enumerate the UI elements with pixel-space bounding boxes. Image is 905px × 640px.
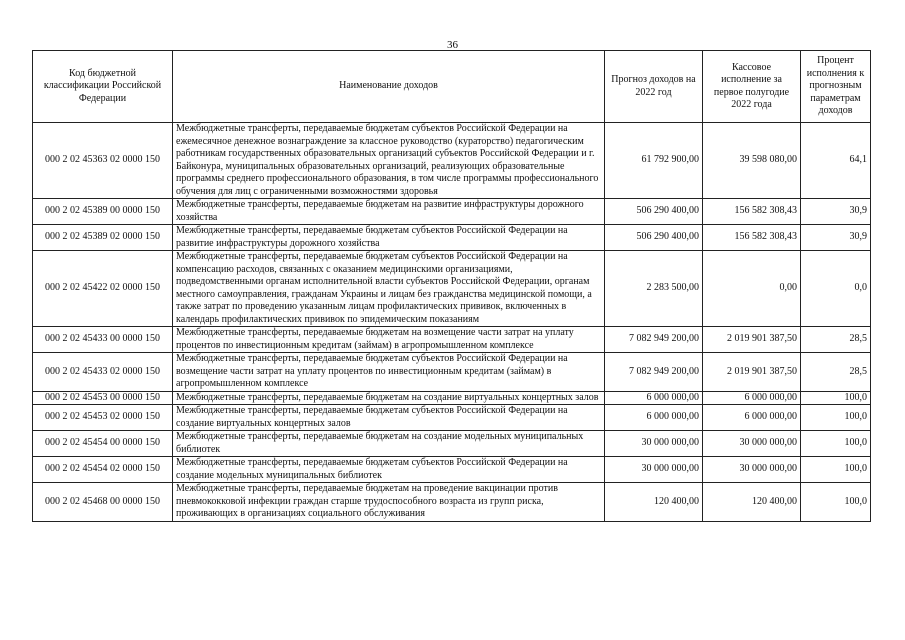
forecast-cell: 506 290 400,00 xyxy=(605,225,703,251)
table-row xyxy=(33,327,871,353)
header-percent: Процент исполнения к прогнозным параметрам доходов xyxy=(801,51,871,123)
table-row xyxy=(33,483,871,522)
table-row xyxy=(33,251,871,327)
cash-cell: 6 000 000,00 xyxy=(703,391,801,405)
name-cell: Межбюджетные трансферты, передаваемые бюджетам субъектов Российской Федерации на создание модельных муниципальных библиотек xyxy=(173,457,605,483)
header-name: Наименование доходов xyxy=(173,51,605,123)
name-cell: Межбюджетные трансферты, передаваемые бюджетам субъектов Российской Федерации на возмещение части затрат на уплату процентов по инвестиционным кредитам (займам) в агропромышленном комплексе xyxy=(173,353,605,392)
header-code: Код бюджетной классификации Российской Федерации xyxy=(33,51,173,123)
table-row xyxy=(33,225,871,251)
percent-cell: 100,0 xyxy=(801,391,871,405)
forecast-cell: 30 000 000,00 xyxy=(605,431,703,457)
table-row xyxy=(33,431,871,457)
name-cell: Межбюджетные трансферты, передаваемые бюджетам субъектов Российской Федерации на развитие инфраструктуры дорожного хозяйства xyxy=(173,225,605,251)
percent-cell: 100,0 xyxy=(801,483,871,522)
code-cell: 000 2 02 45453 02 0000 150 xyxy=(33,405,173,431)
cash-cell: 2 019 901 387,50 xyxy=(703,327,801,353)
name-cell: Межбюджетные трансферты, передаваемые бюджетам на проведение вакцинации против пневмококковой инфекции граждан старше трудоспособного возраста из групп риска, проживающих в организациях социального обслуживания xyxy=(173,483,605,522)
code-cell: 000 2 02 45422 02 0000 150 xyxy=(33,251,173,327)
table-row xyxy=(33,457,871,483)
code-cell: 000 2 02 45389 02 0000 150 xyxy=(33,225,173,251)
code-cell: 000 2 02 45454 00 0000 150 xyxy=(33,431,173,457)
forecast-cell: 7 082 949 200,00 xyxy=(605,327,703,353)
percent-cell: 0,0 xyxy=(801,251,871,327)
forecast-cell: 6 000 000,00 xyxy=(605,391,703,405)
name-cell: Межбюджетные трансферты, передаваемые бюджетам на создание модельных муниципальных библиотек xyxy=(173,431,605,457)
cash-cell: 6 000 000,00 xyxy=(703,405,801,431)
percent-cell: 100,0 xyxy=(801,457,871,483)
code-cell: 000 2 02 45453 00 0000 150 xyxy=(33,391,173,405)
table-row xyxy=(33,123,871,199)
page-number: 36 xyxy=(447,39,458,51)
code-cell: 000 2 02 45454 02 0000 150 xyxy=(33,457,173,483)
table-header-row xyxy=(33,51,871,123)
name-cell: Межбюджетные трансферты, передаваемые бюджетам субъектов Российской Федерации на ежемесячное денежное вознаграждение за классное руководство (кураторство) педагогическим работникам государственных образовательных организаций субъектов Российской Федерации и г. Байконура, муниципальных образовательных организаций, реализующих образовательные программы среднего профессионального образования, в том числе программы профессионального обучения для лиц с ограниченными возможностями здоровья xyxy=(173,123,605,199)
percent-cell: 64,1 xyxy=(801,123,871,199)
table-row xyxy=(33,353,871,392)
cash-cell: 156 582 308,43 xyxy=(703,225,801,251)
table-row xyxy=(33,405,871,431)
table-body xyxy=(33,123,871,522)
code-cell: 000 2 02 45363 02 0000 150 xyxy=(33,123,173,199)
table-row xyxy=(33,391,871,405)
percent-cell: 28,5 xyxy=(801,327,871,353)
header-forecast: Прогноз доходов на 2022 год xyxy=(605,51,703,123)
forecast-cell: 2 283 500,00 xyxy=(605,251,703,327)
percent-cell: 100,0 xyxy=(801,431,871,457)
cash-cell: 30 000 000,00 xyxy=(703,457,801,483)
cash-cell: 2 019 901 387,50 xyxy=(703,353,801,392)
percent-cell: 28,5 xyxy=(801,353,871,392)
forecast-cell: 120 400,00 xyxy=(605,483,703,522)
name-cell: Межбюджетные трансферты, передаваемые бюджетам субъектов Российской Федерации на компенсацию расходов, связанных с оказанием медицинскими организациями, подведомственными органам исполнительной власти субъектов Российской Федерации, органам местного самоуправления, гражданам Украины и лицам без гражданства медицинской помощи, а также затрат по проведению указанным лицам профилактических прививок, включенных в календарь профилактических прививок по эпидемическим показаниям xyxy=(173,251,605,327)
header-cash: Кассовое исполнение за первое полугодие 2022 года xyxy=(703,51,801,123)
forecast-cell: 7 082 949 200,00 xyxy=(605,353,703,392)
name-cell: Межбюджетные трансферты, передаваемые бюджетам на развитие инфраструктуры дорожного хозяйства xyxy=(173,199,605,225)
cash-cell: 120 400,00 xyxy=(703,483,801,522)
forecast-cell: 61 792 900,00 xyxy=(605,123,703,199)
cash-cell: 39 598 080,00 xyxy=(703,123,801,199)
cash-cell: 30 000 000,00 xyxy=(703,431,801,457)
code-cell: 000 2 02 45433 02 0000 150 xyxy=(33,353,173,392)
forecast-cell: 506 290 400,00 xyxy=(605,199,703,225)
cash-cell: 156 582 308,43 xyxy=(703,199,801,225)
percent-cell: 30,9 xyxy=(801,225,871,251)
table-row xyxy=(33,199,871,225)
name-cell: Межбюджетные трансферты, передаваемые бюджетам на возмещение части затрат на уплату процентов по инвестиционным кредитам (займам) в агропромышленном комплексе xyxy=(173,327,605,353)
code-cell: 000 2 02 45433 00 0000 150 xyxy=(33,327,173,353)
percent-cell: 30,9 xyxy=(801,199,871,225)
forecast-cell: 6 000 000,00 xyxy=(605,405,703,431)
percent-cell: 100,0 xyxy=(801,405,871,431)
code-cell: 000 2 02 45468 00 0000 150 xyxy=(33,483,173,522)
name-cell: Межбюджетные трансферты, передаваемые бюджетам субъектов Российской Федерации на создание виртуальных концертных залов xyxy=(173,405,605,431)
cash-cell: 0,00 xyxy=(703,251,801,327)
forecast-cell: 30 000 000,00 xyxy=(605,457,703,483)
code-cell: 000 2 02 45389 00 0000 150 xyxy=(33,199,173,225)
name-cell: Межбюджетные трансферты, передаваемые бюджетам на создание виртуальных концертных залов xyxy=(173,391,605,405)
revenue-table xyxy=(32,50,871,522)
